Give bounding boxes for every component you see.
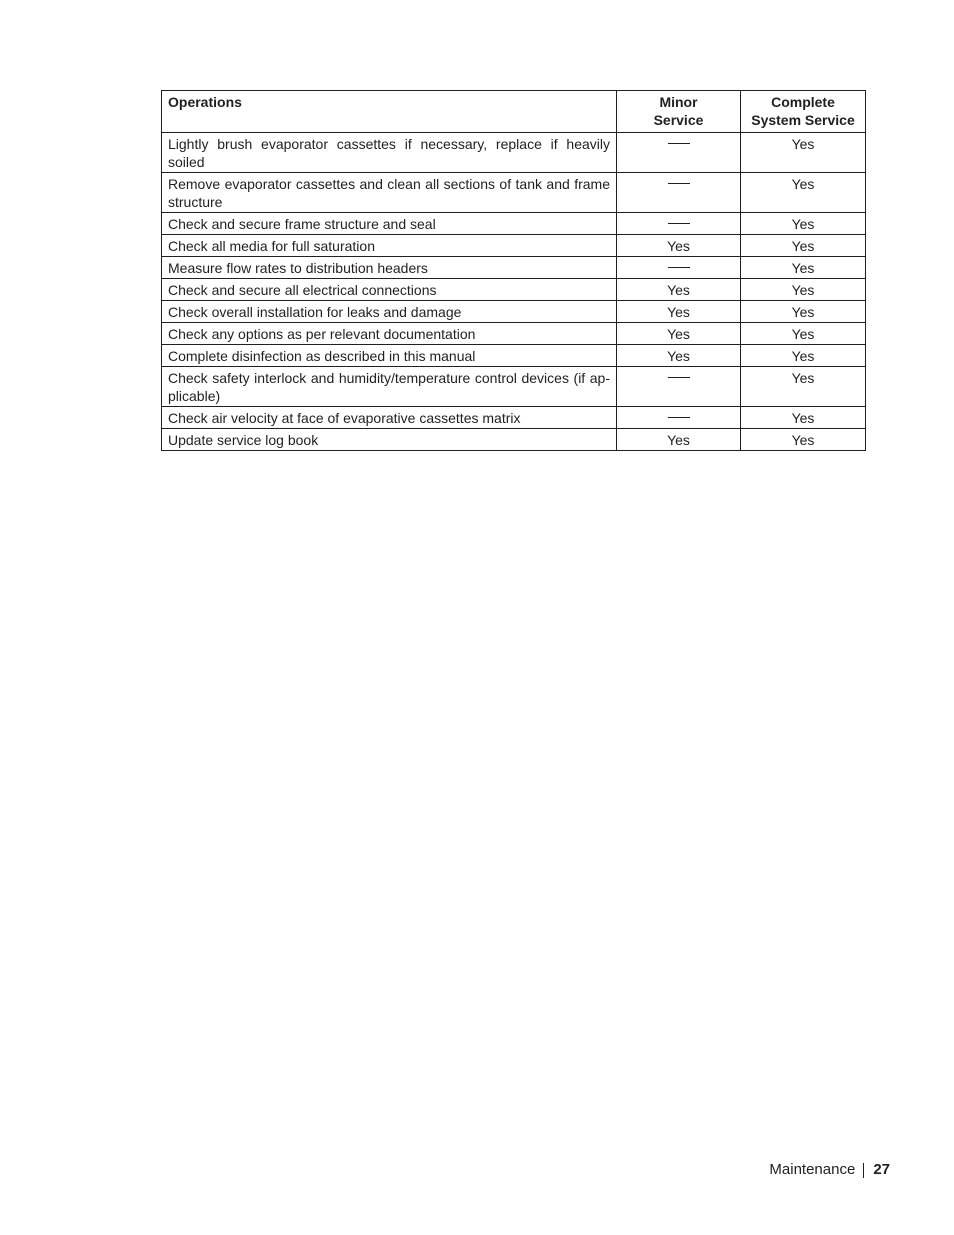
header-complete-service-text: Complete System Service (751, 94, 855, 128)
operation-cell: Check all media for full saturation (162, 235, 617, 257)
table-row (162, 429, 866, 451)
table-row (162, 301, 866, 323)
complete-service-cell: Yes (741, 257, 866, 279)
operation-cell: Remove evaporator cassettes and clean all sections of tank and frame structure (162, 173, 617, 213)
header-minor-service (617, 91, 741, 133)
operation-cell: Complete disinfection as described in this manual (162, 345, 617, 367)
table-row (162, 173, 866, 213)
header-operations: Operations (162, 91, 617, 133)
operation-cell: Measure flow rates to distribution headers (162, 257, 617, 279)
operation-cell: Update service log book (162, 429, 617, 451)
operation-cell: Check any options as per relevant documentation (162, 323, 617, 345)
complete-service-cell: Yes (741, 407, 866, 429)
minor-service-cell: Yes (617, 235, 741, 257)
complete-service-cell: Yes (741, 213, 866, 235)
not-applicable-dash (668, 377, 690, 378)
table-row (162, 279, 866, 301)
minor-service-cell (617, 257, 741, 279)
complete-service-cell: Yes (741, 429, 866, 451)
complete-service-cell: Yes (741, 345, 866, 367)
table-row (162, 323, 866, 345)
not-applicable-dash (668, 267, 690, 268)
table-row (162, 345, 866, 367)
minor-service-cell (617, 367, 741, 407)
minor-service-cell (617, 213, 741, 235)
maintenance-operations-table (161, 90, 866, 451)
table-row (162, 213, 866, 235)
table-body (162, 133, 866, 451)
minor-service-cell: Yes (617, 301, 741, 323)
table-row (162, 407, 866, 429)
header-minor-service-text: Minor Service (653, 94, 704, 128)
minor-service-cell (617, 133, 741, 173)
complete-service-cell: Yes (741, 173, 866, 213)
complete-service-cell: Yes (741, 133, 866, 173)
table-row (162, 257, 866, 279)
operation-cell: Check and secure frame structure and seal (162, 213, 617, 235)
page-footer (769, 1160, 890, 1180)
not-applicable-dash (668, 417, 690, 418)
header-complete-service (741, 91, 866, 133)
not-applicable-dash (668, 183, 690, 184)
minor-service-cell (617, 173, 741, 213)
minor-service-cell (617, 407, 741, 429)
complete-service-cell: Yes (741, 323, 866, 345)
operation-cell: Check safety interlock and humidity/temperature control devices (if ap-plicable) (162, 367, 617, 407)
minor-service-cell: Yes (617, 429, 741, 451)
complete-service-cell: Yes (741, 367, 866, 407)
page-number: 27 (873, 1161, 890, 1178)
footer-separator (863, 1163, 864, 1178)
table-row (162, 133, 866, 173)
table-row (162, 367, 866, 407)
complete-service-cell: Yes (741, 301, 866, 323)
minor-service-cell: Yes (617, 279, 741, 301)
operation-cell: Lightly brush evaporator cassettes if necessary, replace if heavily soiled (162, 133, 617, 173)
not-applicable-dash (668, 143, 690, 144)
table-header-row (162, 91, 866, 133)
operation-cell: Check overall installation for leaks and damage (162, 301, 617, 323)
complete-service-cell: Yes (741, 235, 866, 257)
minor-service-cell: Yes (617, 345, 741, 367)
operation-cell: Check and secure all electrical connections (162, 279, 617, 301)
complete-service-cell: Yes (741, 279, 866, 301)
footer-section-title: Maintenance (769, 1161, 856, 1178)
table-row (162, 235, 866, 257)
operation-cell: Check air velocity at face of evaporative cassettes matrix (162, 407, 617, 429)
minor-service-cell: Yes (617, 323, 741, 345)
not-applicable-dash (668, 223, 690, 224)
